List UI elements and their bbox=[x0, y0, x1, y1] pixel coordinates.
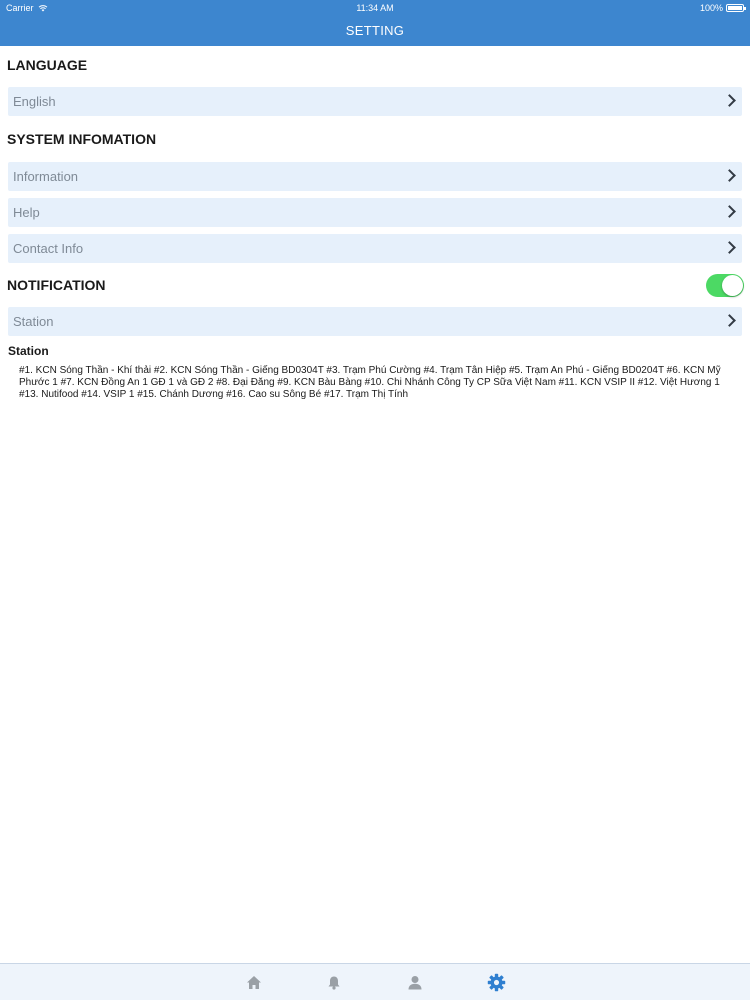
gear-icon bbox=[487, 973, 506, 992]
contact-info-row[interactable] bbox=[8, 234, 742, 263]
station-list-title: Station bbox=[8, 344, 49, 358]
chevron-right-icon bbox=[723, 205, 736, 218]
notification-toggle[interactable] bbox=[706, 274, 744, 297]
chevron-right-icon bbox=[723, 169, 736, 182]
information-label: Information bbox=[13, 169, 79, 184]
battery-icon bbox=[726, 4, 744, 12]
contact-info-label: Contact Info bbox=[13, 241, 84, 256]
chevron-right-icon bbox=[723, 314, 736, 327]
tab-notifications[interactable] bbox=[314, 964, 354, 1000]
station-row-label: Station bbox=[13, 314, 54, 329]
battery-percent: 100% bbox=[699, 3, 723, 13]
chevron-right-icon bbox=[723, 241, 736, 254]
user-icon bbox=[408, 975, 422, 990]
language-row[interactable] bbox=[8, 87, 742, 116]
battery-indicator bbox=[700, 3, 744, 13]
language-value: English bbox=[13, 94, 56, 109]
tab-home[interactable] bbox=[234, 964, 274, 1000]
section-title-language: LANGUAGE bbox=[7, 57, 88, 73]
status-bar bbox=[0, 0, 750, 16]
help-label: Help bbox=[13, 205, 40, 220]
carrier-label: Carrier bbox=[6, 3, 34, 13]
toggle-knob bbox=[722, 275, 743, 296]
nav-bar bbox=[0, 16, 750, 46]
section-title-notification: NOTIFICATION bbox=[7, 277, 106, 293]
station-list-text: #1. KCN Sóng Thần - Khí thải #2. KCN Sóng Thần - Giếng BD0304T #3. Trạm Phú Cường #4. Trạm Tân Hiệp #5. Trạm An Phú - Giếng BD0204T #6. KCN Mỹ Phước 1 #7. KCN Đồng An 1 GĐ 1 và GĐ 2 #8. Đại Đăng #9. KCN Bàu Bàng #10. Chi Nhánh Công Ty CP Sữa Việt Nam #11. KCN VSIP II #12. Việt Hương 1 #13. Nutifood #14. VSIP 1 #15. Chánh Dương #16. Cao su Sông Bé #17. Trạm Thị Tính bbox=[19, 365, 721, 400]
tab-settings[interactable] bbox=[476, 964, 516, 1000]
tab-bar bbox=[0, 963, 750, 1000]
information-row[interactable] bbox=[8, 162, 742, 191]
section-title-system: SYSTEM INFOMATION bbox=[7, 131, 157, 147]
page-title: SETTING bbox=[345, 23, 405, 38]
home-icon bbox=[246, 975, 262, 990]
station-row[interactable] bbox=[8, 307, 742, 336]
bell-icon bbox=[327, 975, 341, 990]
chevron-right-icon bbox=[723, 94, 736, 107]
help-row[interactable] bbox=[8, 198, 742, 227]
tab-profile[interactable] bbox=[395, 964, 435, 1000]
status-time: 11:34 AM bbox=[356, 3, 394, 13]
